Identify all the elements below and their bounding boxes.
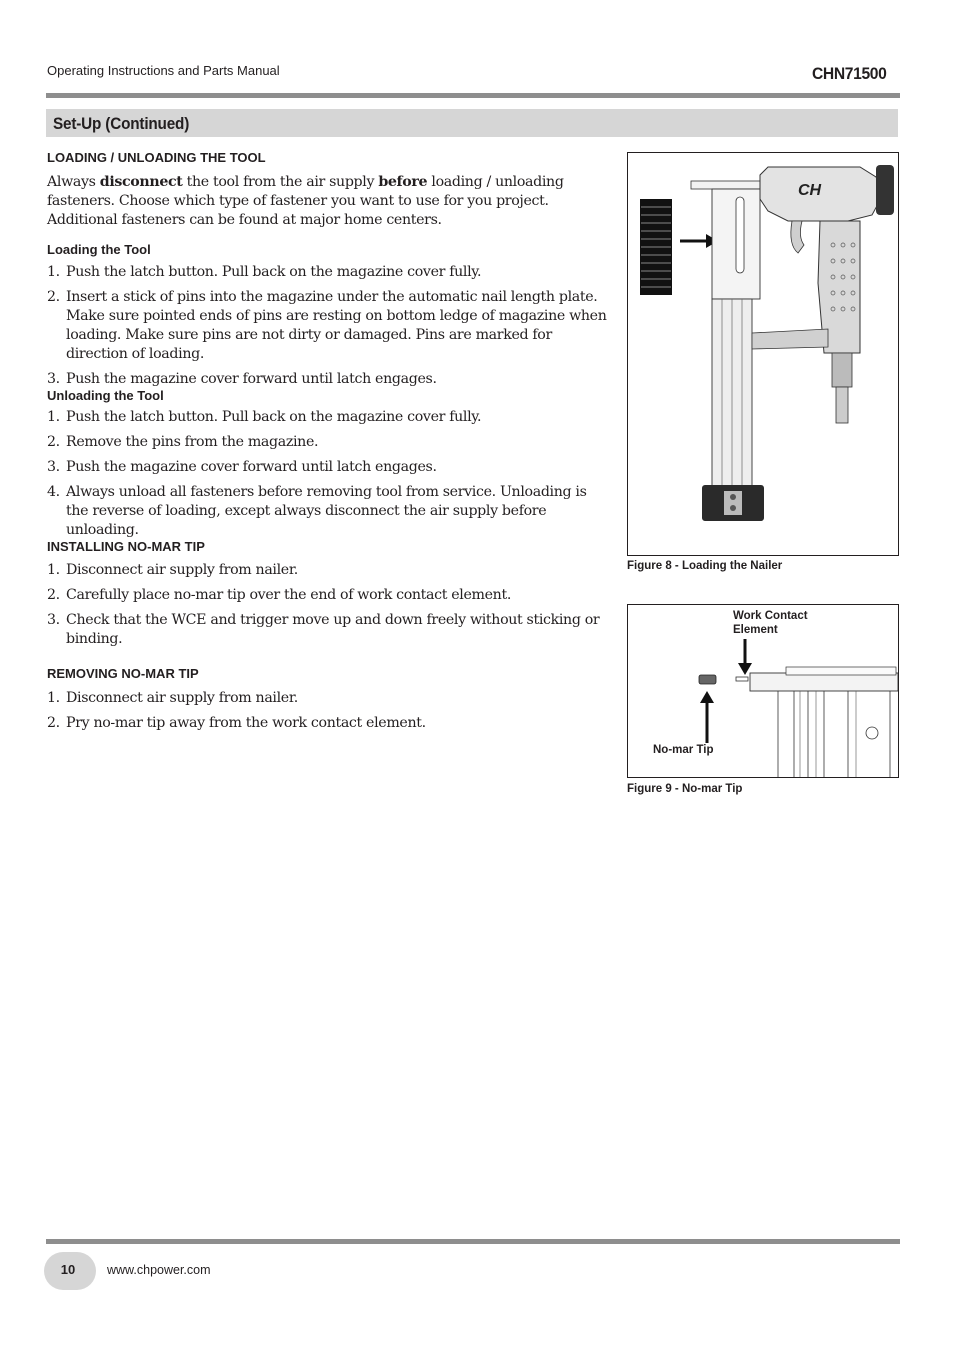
no-mar-tip bbox=[699, 675, 716, 684]
list-item: 3. Push the magazine cover forward until latch engages. bbox=[47, 459, 437, 475]
model-number: CHN71500 bbox=[812, 64, 887, 83]
nailer-illustration bbox=[628, 153, 898, 555]
heading-removing-tip: REMOVING NO-MAR TIP bbox=[47, 666, 199, 681]
figure-9-box bbox=[627, 604, 899, 778]
figure-9-caption: Figure 9 - No-mar Tip bbox=[627, 783, 743, 795]
unloading-steps bbox=[47, 408, 612, 546]
heading-loading-tool: Loading the Tool bbox=[47, 242, 151, 257]
ch-logo: CH bbox=[798, 182, 822, 199]
removing-steps bbox=[47, 689, 612, 739]
list-item: 2. Insert a stick of pins into the magazine under the automatic nail length plate. Make sure pointed ends of pins are resting on bottom ledge of magazine when loading. Make sure pins are not dirty or damaged. Pins are marked for direction of loading. bbox=[47, 289, 607, 362]
list-item: 1. Push the latch button. Pull back on the magazine cover fully. bbox=[47, 264, 482, 280]
intro-paragraph: Always disconnect the tool from the air supply before loading / unloading fasteners. Choose which type of fastener you want to use for you project. Additional fasteners can be found at major home centers. bbox=[47, 174, 564, 228]
loading-steps bbox=[47, 263, 612, 395]
arrow-up-icon bbox=[700, 691, 714, 703]
list-item: 1. Disconnect air supply from nailer. bbox=[47, 562, 298, 578]
header-rule bbox=[46, 93, 900, 98]
list-item: 2. Remove the pins from the magazine. bbox=[47, 434, 319, 450]
footer-rule bbox=[46, 1239, 900, 1244]
installing-steps bbox=[47, 561, 612, 655]
label-no-mar-tip: No-mar Tip bbox=[653, 744, 714, 756]
figure-8-box bbox=[627, 152, 899, 556]
heading-installing-tip: INSTALLING NO-MAR TIP bbox=[47, 539, 205, 554]
figure-8-caption: Figure 8 - Loading the Nailer bbox=[627, 560, 783, 572]
document-title: Operating Instructions and Parts Manual bbox=[47, 63, 280, 78]
website-url: www.chpower.com bbox=[107, 1263, 211, 1277]
list-item: 2. Carefully place no-mar tip over the end of work contact element. bbox=[47, 587, 511, 603]
list-item: 4. Always unload all fasteners before removing tool from service. Unloading is the reverse of loading, except always disconnect the air supply before unloading. bbox=[47, 484, 587, 538]
list-item: 3. Push the magazine cover forward until latch engages. bbox=[47, 371, 437, 387]
label-wce: Work Contact Element bbox=[733, 610, 808, 636]
section-title: Set-Up (Continued) bbox=[53, 114, 190, 133]
page-number: 10 bbox=[60, 1262, 76, 1277]
heading-unloading-tool: Unloading the Tool bbox=[47, 388, 164, 403]
list-item: 1. Push the latch button. Pull back on the magazine cover fully. bbox=[47, 409, 482, 425]
heading-loading-unloading: LOADING / UNLOADING THE TOOL bbox=[47, 150, 266, 165]
list-item: 3. Check that the WCE and trigger move up and down freely without sticking or binding. bbox=[47, 612, 600, 647]
list-item: 2. Pry no-mar tip away from the work contact element. bbox=[47, 715, 426, 731]
list-item: 1. Disconnect air supply from nailer. bbox=[47, 690, 298, 706]
